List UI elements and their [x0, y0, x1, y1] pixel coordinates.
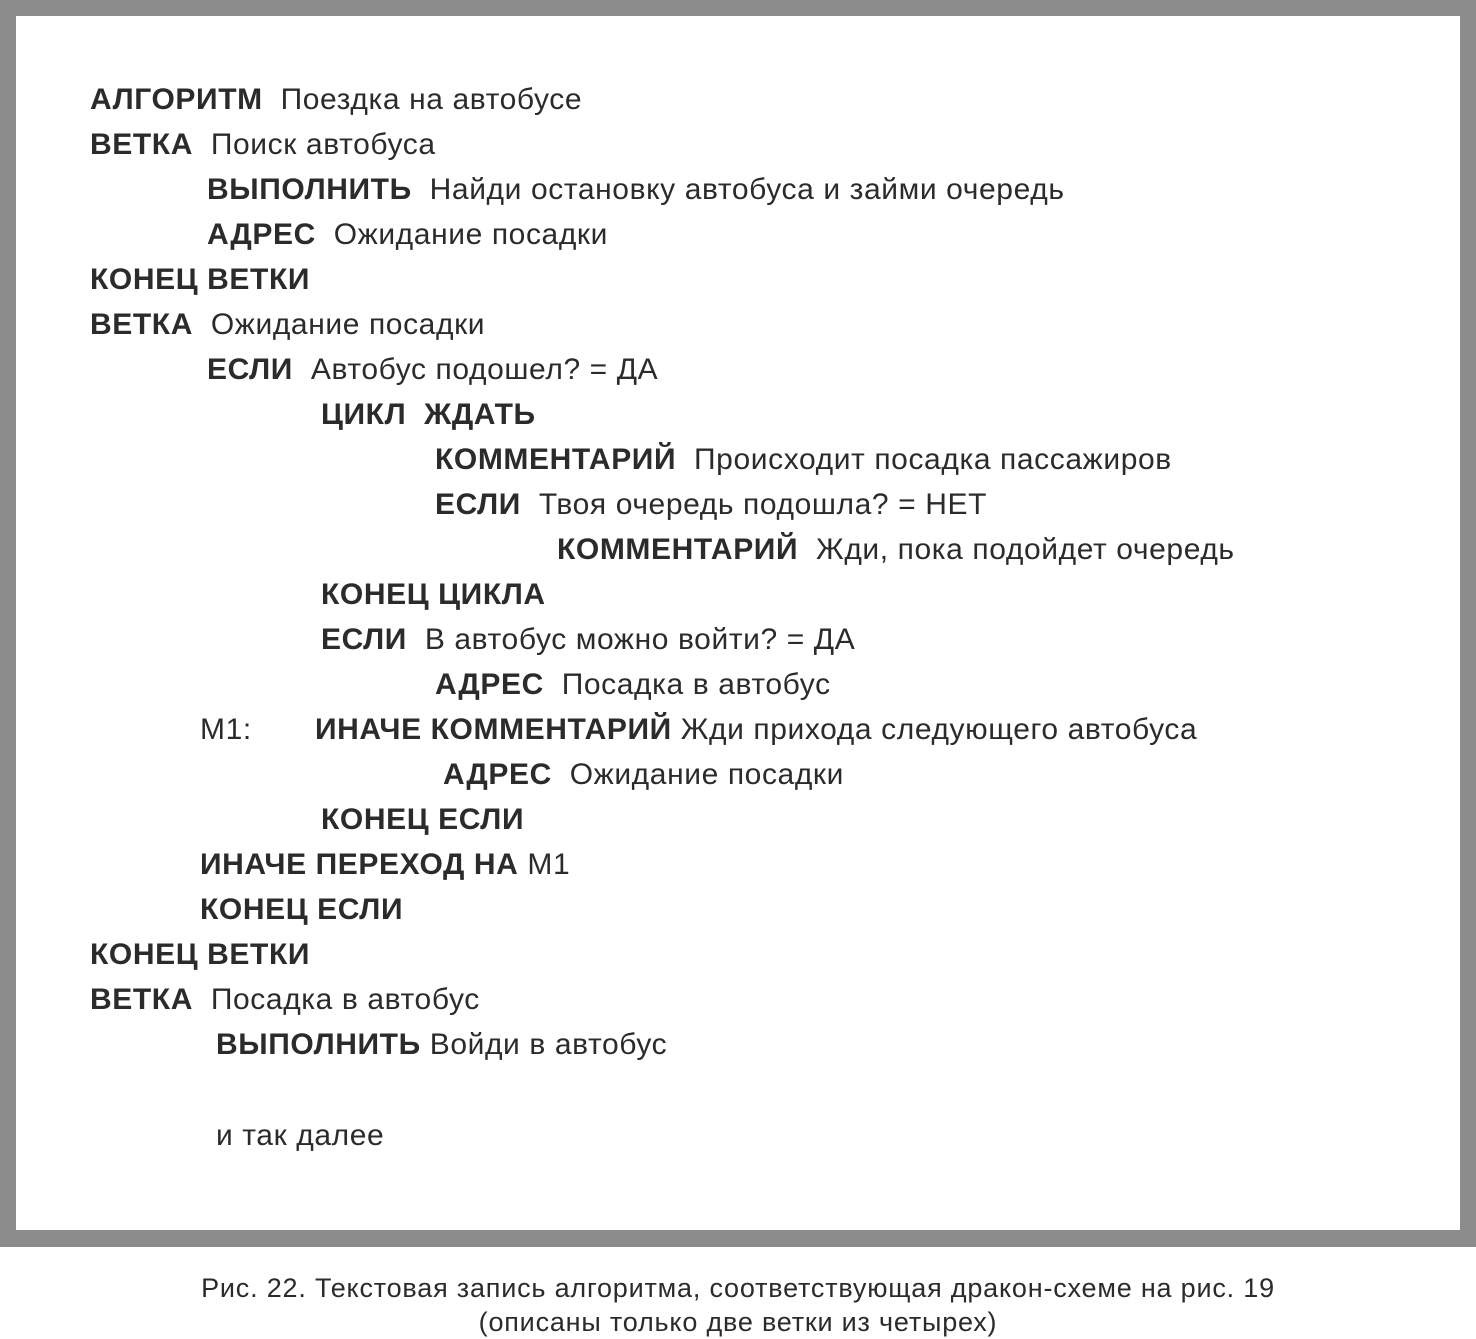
line-label-m1 — [200, 712, 252, 748]
line-text: М1 — [527, 848, 571, 881]
line-text: Жди, пока подойдет очередь — [816, 533, 1235, 566]
keyword: КОНЕЦ ЦИКЛА — [321, 578, 546, 611]
line-end-if — [321, 802, 524, 838]
line-text: Посадка в автобус — [210, 983, 480, 1016]
line-text: Посадка в автобус — [561, 668, 831, 701]
line-branch — [90, 982, 480, 1018]
line-text: В автобус можно войти? = ДА — [424, 623, 856, 656]
line-comment — [435, 442, 1172, 478]
keyword: ИНАЧЕ КОММЕНТАРИЙ — [315, 713, 672, 746]
keyword: ВЕТКА — [90, 128, 193, 161]
line-branch — [90, 127, 436, 163]
line-text: и так далее — [216, 1119, 385, 1152]
keyword: КОНЕЦ ЕСЛИ — [200, 893, 404, 926]
keyword: АДРЕС — [435, 668, 544, 701]
line-else-goto — [200, 847, 570, 883]
keyword: ЕСЛИ — [435, 488, 521, 521]
keyword: ВЫПОЛНИТЬ — [207, 173, 412, 206]
line-text: Поиск автобуса — [210, 128, 436, 161]
line-algorithm — [90, 82, 582, 118]
line-address — [443, 757, 844, 793]
keyword: КОНЕЦ ВЕТКИ — [90, 263, 311, 296]
line-text: Твоя очередь подошла? = НЕТ — [538, 488, 988, 521]
line-comment — [557, 532, 1235, 568]
keyword: АДРЕС — [207, 218, 316, 251]
keyword: АДРЕС — [443, 758, 552, 791]
line-text: Поездка на автобусе — [280, 83, 583, 116]
line-text: Найди остановку автобуса и займи очередь — [429, 173, 1065, 206]
line-text: Войди в автобус — [429, 1028, 668, 1061]
line-text: Ожидание посадки — [210, 308, 486, 341]
line-address — [435, 667, 831, 703]
keyword: КОММЕНТАРИЙ — [557, 533, 799, 566]
keyword: КОНЕЦ ЕСЛИ — [321, 803, 525, 836]
line-execute — [216, 1027, 667, 1063]
line-execute — [207, 172, 1065, 208]
line-text: Жди прихода следующего автобуса — [680, 713, 1198, 746]
line-branch — [90, 307, 485, 343]
keyword: КОНЕЦ ВЕТКИ — [90, 938, 311, 971]
line-end-if — [200, 892, 403, 928]
keyword: ВЕТКА — [90, 983, 193, 1016]
line-if — [321, 622, 855, 658]
keyword: ВЕТКА — [90, 308, 193, 341]
line-text: Ожидание посадки — [569, 758, 845, 791]
line-if — [207, 352, 658, 388]
keyword: АЛГОРИТМ — [90, 83, 263, 116]
keyword: ЕСЛИ — [207, 353, 293, 386]
line-text: Автобус подошел? = ДА — [310, 353, 659, 386]
line-etc — [216, 1118, 384, 1154]
figure-caption-line-1: Рис. 22. Текстовая запись алгоритма, соответствующая дракон-схеме на рис. 19 — [201, 1273, 1275, 1303]
keyword: ВЫПОЛНИТЬ — [216, 1028, 421, 1061]
label-m1: М1: — [200, 713, 252, 746]
keyword: КОММЕНТАРИЙ — [435, 443, 677, 476]
keyword: ЦИКЛ ЖДАТЬ — [321, 398, 536, 431]
line-end-branch — [90, 937, 310, 973]
figure-caption-line-2: (описаны только две ветки из четырех) — [478, 1307, 998, 1337]
line-text: Ожидание посадки — [333, 218, 609, 251]
keyword: ИНАЧЕ ПЕРЕХОД НА — [200, 848, 519, 881]
line-else-comment — [315, 712, 1197, 748]
keyword: ЕСЛИ — [321, 623, 407, 656]
line-address — [207, 217, 608, 253]
line-if — [435, 487, 987, 523]
line-loop — [321, 397, 536, 433]
line-end-branch — [90, 262, 310, 298]
line-text: Происходит посадка пассажиров — [694, 443, 1172, 476]
line-end-loop — [321, 577, 546, 613]
